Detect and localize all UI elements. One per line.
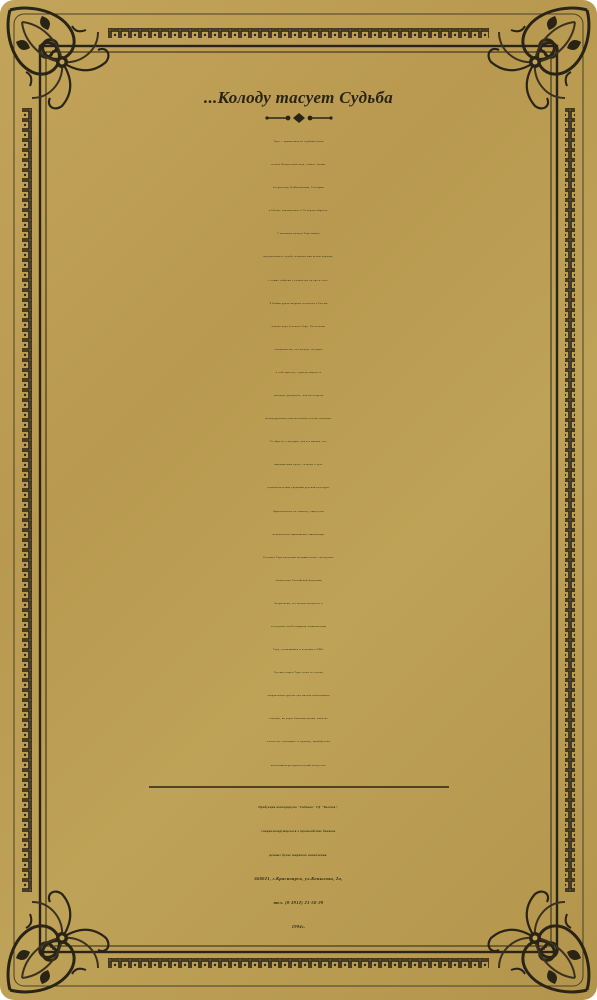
text-line: основа Магических наук, тайное Знание (271, 163, 326, 167)
left-chain-border (22, 108, 32, 892)
description-paragraph (60, 130, 537, 777)
text-line: и Магии, воплощенное в 78 картах-образах. (268, 209, 329, 213)
text-line: гадания, их дарят близким людям, вывозят (269, 717, 328, 721)
text-line: Русские карты Таро стали не только (273, 671, 324, 675)
text-line: высокую духовность, как бы озарена (273, 394, 324, 398)
text-line: Оригинальные по замыслу, виртуозно (272, 509, 325, 513)
imprint-year: 1994г. (291, 923, 306, 929)
text-line: четвертый том Всемирной энциклопедии (270, 624, 327, 628)
divider-rule (149, 785, 449, 789)
text-line: В Ваших руках впервые изданная в России (269, 301, 328, 305)
text-line: Астрологии, Каббалистики, Теософии (273, 186, 324, 190)
divider-ornament-icon (264, 112, 334, 124)
text-line: в качестве сувениров за границу, приобретают (266, 740, 331, 744)
bottom-chain-border (108, 958, 489, 968)
text-line: Астрологии, эта колода включена в (274, 601, 323, 605)
text-line: коллекционеры произведений искусства. (270, 763, 327, 767)
publisher-imprint (60, 795, 537, 939)
text-line: целомудренным очистительным светом надежды. (265, 417, 332, 421)
text-line: заключение Российской Академии (275, 578, 322, 582)
card-text (60, 86, 537, 939)
text-line: исполненные живописные миниатюры (272, 532, 325, 536)
top-chain-border (108, 28, 489, 38)
right-chain-border (565, 108, 575, 892)
text-line: Ее образы, в которых, как и в иконах, нет (270, 440, 327, 444)
text-line: гуманистических традиций русской культуры. (267, 486, 330, 490)
imprint-address: 660021, г.Красноярск, ул.Копылова, 2а, (254, 875, 343, 881)
card-heading: ...Колоду тасует Судьба (203, 88, 394, 107)
imprint-phone: тел. (8-3912) 21-50-29 (273, 899, 324, 905)
text-line: Таро — пришедшая из глубины веков (273, 140, 324, 143)
imprint-line: Продукция консорциума "Сибзнак" ТД "Восток", (258, 804, 339, 809)
imprint-line: специализирующегося в производстве бланков (261, 828, 336, 833)
text-line: а также события с точностью до дня и часа. (268, 278, 329, 282)
text-line: живописания греха, созданы в духе (274, 463, 323, 467)
text-line: сокровенным другом для многих поклонников (267, 694, 330, 698)
imprint-line: ценных бумаг широкого назначения. (269, 852, 328, 857)
text-line: колода карт Русского Таро. По отзывам (271, 324, 326, 328)
text-line: специалистов, эта колода, несущая (274, 347, 323, 351)
text-line: предсказывать судьбу человека или целых народов, (263, 255, 334, 259)
text-line: Таро, готовящийся к изданию в США. (273, 648, 324, 652)
text-line: Русского Таро получили положительное экспертное (263, 555, 334, 559)
text-line: в себе красоту, строгую мораль и (275, 370, 322, 374)
text-line: С помощью колоды Таро можно (277, 232, 320, 236)
